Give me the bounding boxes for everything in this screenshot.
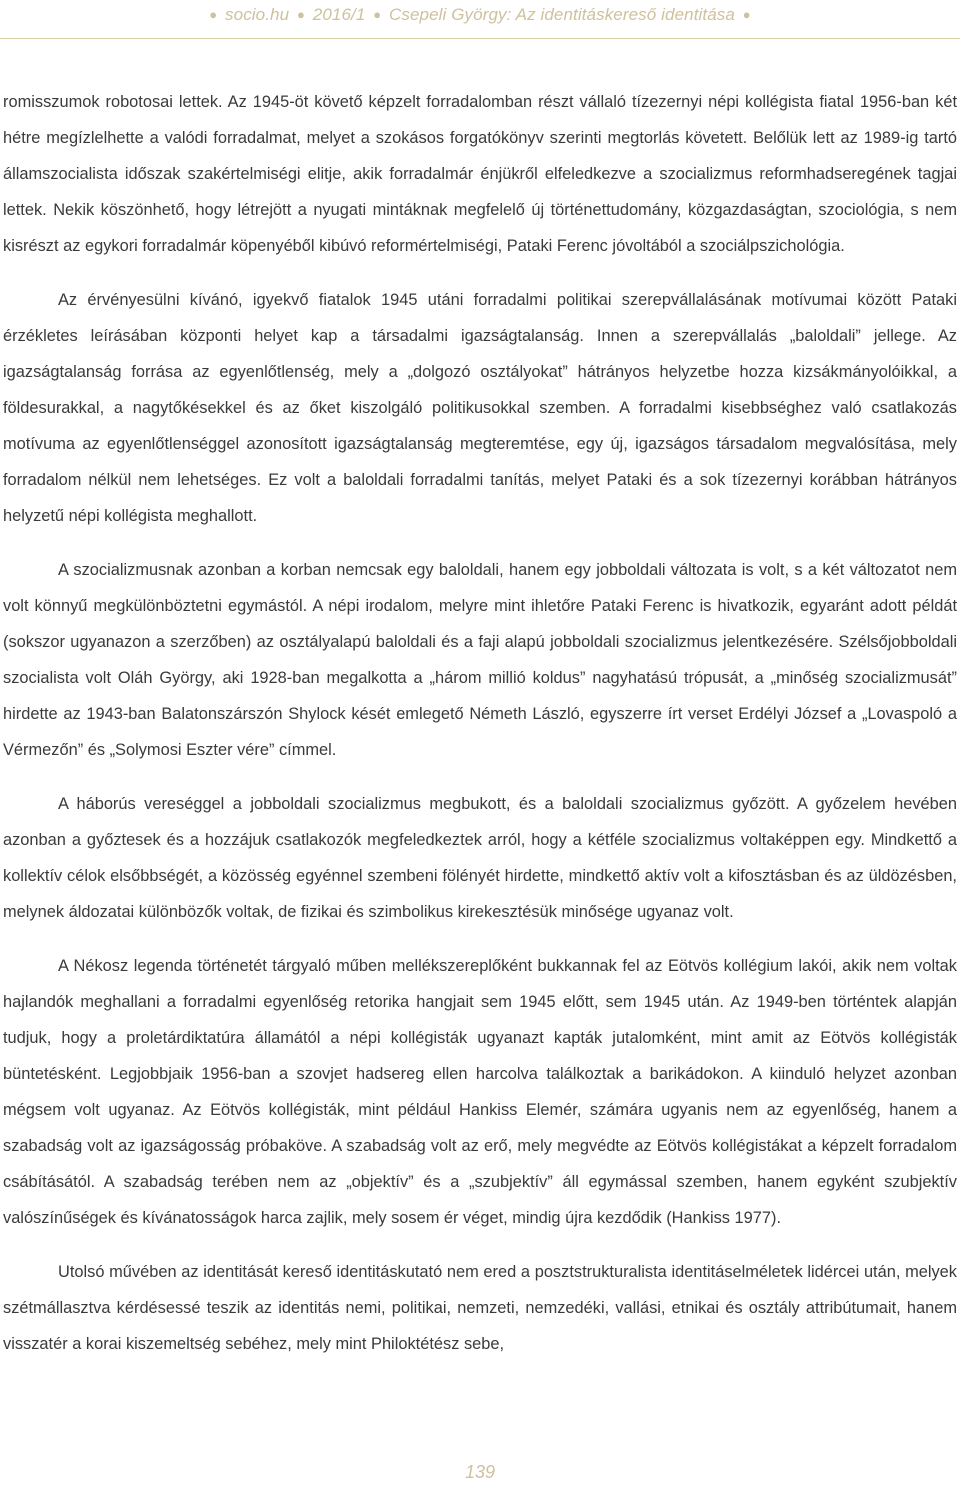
- running-header: [0, 5, 960, 25]
- article-title: Csepeli György: Az identitáskereső identitása: [389, 5, 735, 24]
- paragraph: A háborús vereséggel a jobboldali szocializmus megbukott, és a baloldali szocializmus győzött. A győzelem hevében azonban a győztesek és a hozzájuk csatlakozók megfeledkeztek arról, hogy a kétféle szocializmus voltaképpen egy. Mindkettő a kollektív célok elsőbbségét, a közösség egyénnel szembeni fölényét hirdette, mindkettő aktív volt a kifosztásban és az üldözésben, melynek áldozatai különbözők voltak, de fizikai és szimbolikus kirekesztésük minősége ugyanaz volt.: [3, 795, 957, 921]
- article-body: [3, 84, 957, 1380]
- bullet-icon: ●: [742, 7, 751, 22]
- issue-number: 2016/1: [312, 5, 366, 24]
- paragraph-continued: romisszumok robotosai lettek. Az 1945-öt követő képzelt forradalomban részt vállaló tízezernyi népi kollégista fiatal 1956-ban két hétre megízlelhette a valódi forradalmat, melyet a szokásos forgatókönyv szerinti megtorlás követett. Belőlük lett az 1989-ig tartó államszocialista időszak szakértelmiségi elitje, akik forradalmár énjükről elfeledkezve a szocializmus reformhadseregének tagjai lettek. Nekik köszönhető, hogy létrejött a nyugati mintáknak megfelelő új történettudomány, közgazdaságtan, szociológia, s nem kisrészt az egykori forradalmár köpenyéből kibúvó reformértelmiségi, Pataki Ferenc jóvoltából a szociálpszichológia.: [3, 93, 957, 255]
- site-name: socio.hu: [225, 5, 290, 24]
- page-number: 139: [464, 1462, 496, 1482]
- paragraph: A Nékosz legenda történetét tárgyaló műben mellékszereplőként bukkannak fel az Eötvös kollégium lakói, akik nem voltak hajlandók meghallani a forradalmi egyenlőség retorika hangjait sem 1945 előtt, sem 1945 után. Az 1949-ben történtek alapján tudjuk, hogy a proletárdiktatúra államától a népi kollégisták ugyanazt kapták jutalomként, mint amit az Eötvös kollégisták büntetésként. Legjobbjaik 1956-ban a szovjet hadsereg ellen harcolva találkoztak a barikádokon. A kiinduló helyzet azonban mégsem volt ugyanaz. Az Eötvös kollégisták, mint például Hankiss Elemér, számára ugyanis nem az egyenlőség, hanem a szabadság volt az igazságosság próbaköve. A szabadság volt az erő, mely megvédte az Eötvös kollégistákat a képzelt forradalom csábításától. A szabadság terében nem az „objektív” és a „szubjektív” áll egymással szemben, hanem egyként szubjektív valószínűségek és kívánatosságok harca zajlik, mely sosem ér véget, mindig újra kezdődik (Hankiss 1977).: [3, 957, 957, 1227]
- bullet-icon: ●: [297, 7, 305, 22]
- paragraph: Az érvényesülni kívánó, igyekvő fiatalok 1945 utáni forradalmi politikai szerepvállalásának motívumai között Pataki érzékletes leírásában központi helyet kap a társadalmi igazságtalanság. Innen a szerepvállalás „baloldali” jellege. Az igazságtalanság forrása az egyenlőtlenség, mely a „dolgozó osztályokat” hátrányos helyzetbe hozza kizsákmányolóikkal, a földesurakkal, a nagytőkésekkel és az őket kiszolgáló politikusokkal szemben. A forradalmi kisebbséghez való csatlakozás motívuma az egyenlőtlenséggel azonosított igazságtalanság megteremtése, egy új, igazságos társadalom megvalósítása, mely forradalom nélkül nem lehetséges. Ez volt a baloldali forradalmi tanítás, melyet Pataki és a sok tízezernyi korábban hátrányos helyzetű népi kollégista meghallott.: [3, 291, 957, 525]
- header-divider: [0, 38, 960, 39]
- paragraph: A szocializmusnak azonban a korban nemcsak egy baloldali, hanem egy jobboldali változata is volt, s a két változatot nem volt könnyű megkülönböztetni egymástól. A népi irodalom, melyre mint ihletőre Pataki Ferenc is hivatkozik, egyaránt adott példát (sokszor ugyanazon a szerzőben) az osztályalapú baloldali és a faji alapú jobboldali szocializmus jelentkezésére. Szélsőjobboldali szocialista volt Oláh György, aki 1928-ban megalkotta a „három millió koldus” nagyhatású trópusát, a „minőség szocializmusát” hirdette az 1943-ban Balatonszárszón Shylock kését emlegető Németh László, egyszerre írt verset Erdélyi József a „Lovaspoló a Vérmezőn” és „Solymosi Eszter vére” címmel.: [3, 561, 957, 759]
- paragraph: Utolsó művében az identitását kereső identitáskutató nem ered a posztstrukturalista identitáselméletek lidércei után, melyek szétmállasztva kérdésessé teszik az identitás nemi, politikai, nemzeti, nemzedéki, vallási, etnikai és osztály attribútumait, hanem visszatér a korai kiszemeltség sebéhez, mely mint Philoktétész sebe,: [3, 1263, 957, 1353]
- bullet-icon: ●: [209, 7, 218, 22]
- bullet-icon: ●: [373, 7, 382, 22]
